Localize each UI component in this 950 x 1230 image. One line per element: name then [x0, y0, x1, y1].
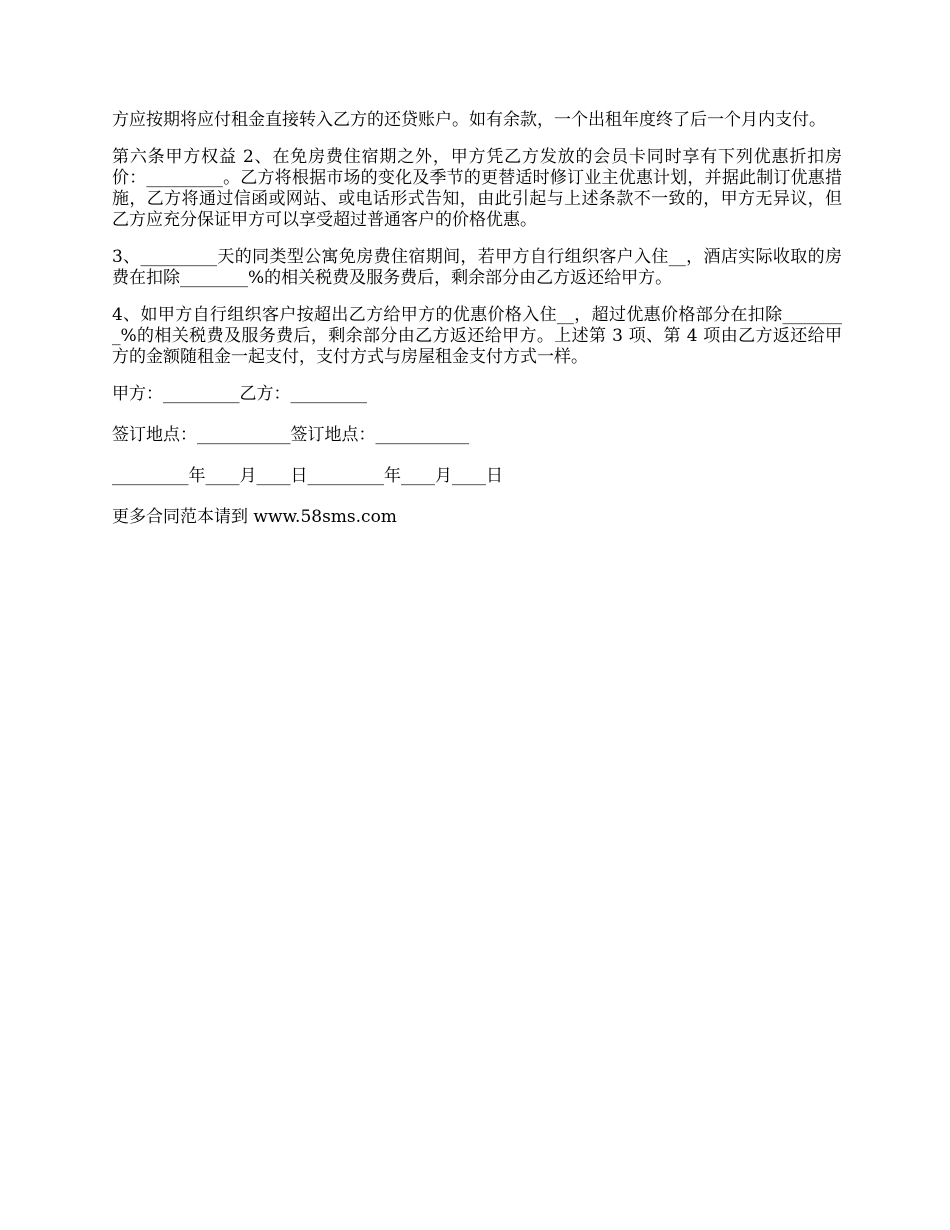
document-page — [112, 110, 842, 528]
paragraph-clause-three: 3、_________天的同类型公寓免房费住宿期间，若甲方自行组织客户入住__，酒店实际收取的房费在扣除________%的相关税费及服务费后，剩余部分由乙方返还给甲方。 — [112, 247, 842, 288]
footer-link-text: 更多合同范本请到 www.58sms.com — [112, 507, 397, 527]
signing-date-line: _________年____月____日_________年____月____日 — [112, 466, 503, 486]
paragraph-payment-terms: 方应按期将应付租金直接转入乙方的还贷账户。如有余款，一个出租年度终了后一个月内支付。 — [112, 110, 826, 130]
signing-place-line: 签订地点：___________签订地点：___________ — [112, 425, 469, 445]
paragraph-article-six: 第六条甲方权益 2、在免房费住宿期之外，甲方凭乙方发放的会员卡同时享有下列优惠折扣房价：_________。乙方将根据市场的变化及季节的更替适时修订业主优惠计划，并据此制订优惠措施，乙方将通过信函或网站、或电话形式告知，由此引起与上述条款不一致的，甲方无异议，但乙方应充分保证甲方可以享受超过普通客户的价格优惠。 — [112, 147, 842, 230]
paragraph-clause-four: 4、如甲方自行组织客户按超出乙方给甲方的优惠价格入住__，超过优惠价格部分在扣除________%的相关税费及服务费后，剩余部分由乙方返还给甲方。上述第 3 项、第 4 项由乙方返还给甲方的金额随租金一起支付，支付方式与房屋租金支付方式一样。 — [112, 305, 842, 367]
signature-parties-line: 甲方：_________乙方：_________ — [112, 384, 367, 404]
